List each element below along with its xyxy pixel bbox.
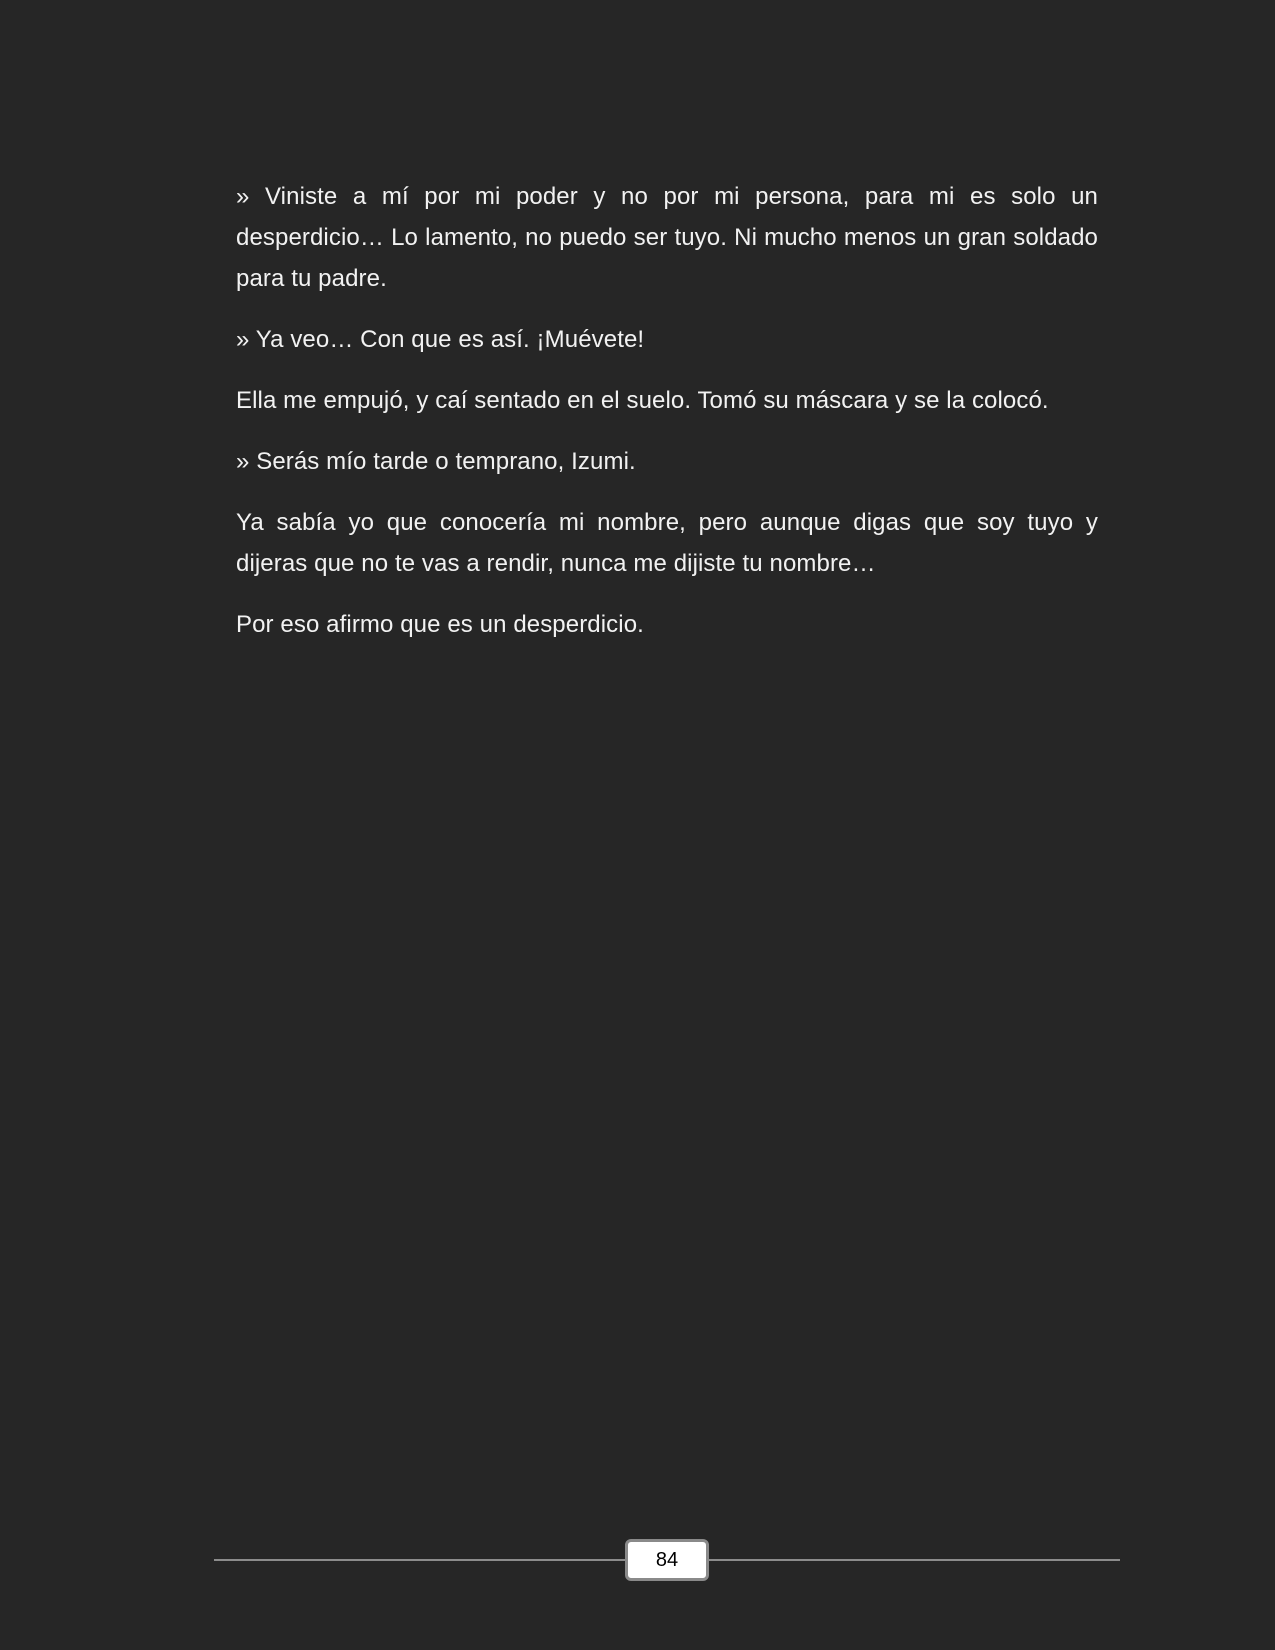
paragraph-6: Por eso afirmo que es un desperdicio. — [236, 611, 644, 638]
paragraph-3: Ella me empujó, y caí sentado en el suelo. Tomó su máscara y se la colocó. — [236, 387, 1049, 414]
paragraph-1: » Viniste a mí por mi poder y no por mi persona, para mi es solo un desperdicio… Lo lamento, no puedo ser tuyo. Ni mucho menos un gran soldado para tu padre. — [236, 183, 1098, 292]
paragraph-4: » Serás mío tarde o temprano, Izumi. — [236, 448, 636, 475]
page-number: 84 — [625, 1539, 709, 1581]
paragraph-2: » Ya veo… Con que es así. ¡Muévete! — [236, 326, 645, 353]
page-body-text — [236, 176, 1098, 665]
paragraph-5: Ya sabía yo que conocería mi nombre, pero aunque digas que soy tuyo y dijeras que no te vas a rendir, nunca me dijiste tu nombre… — [236, 509, 1098, 577]
